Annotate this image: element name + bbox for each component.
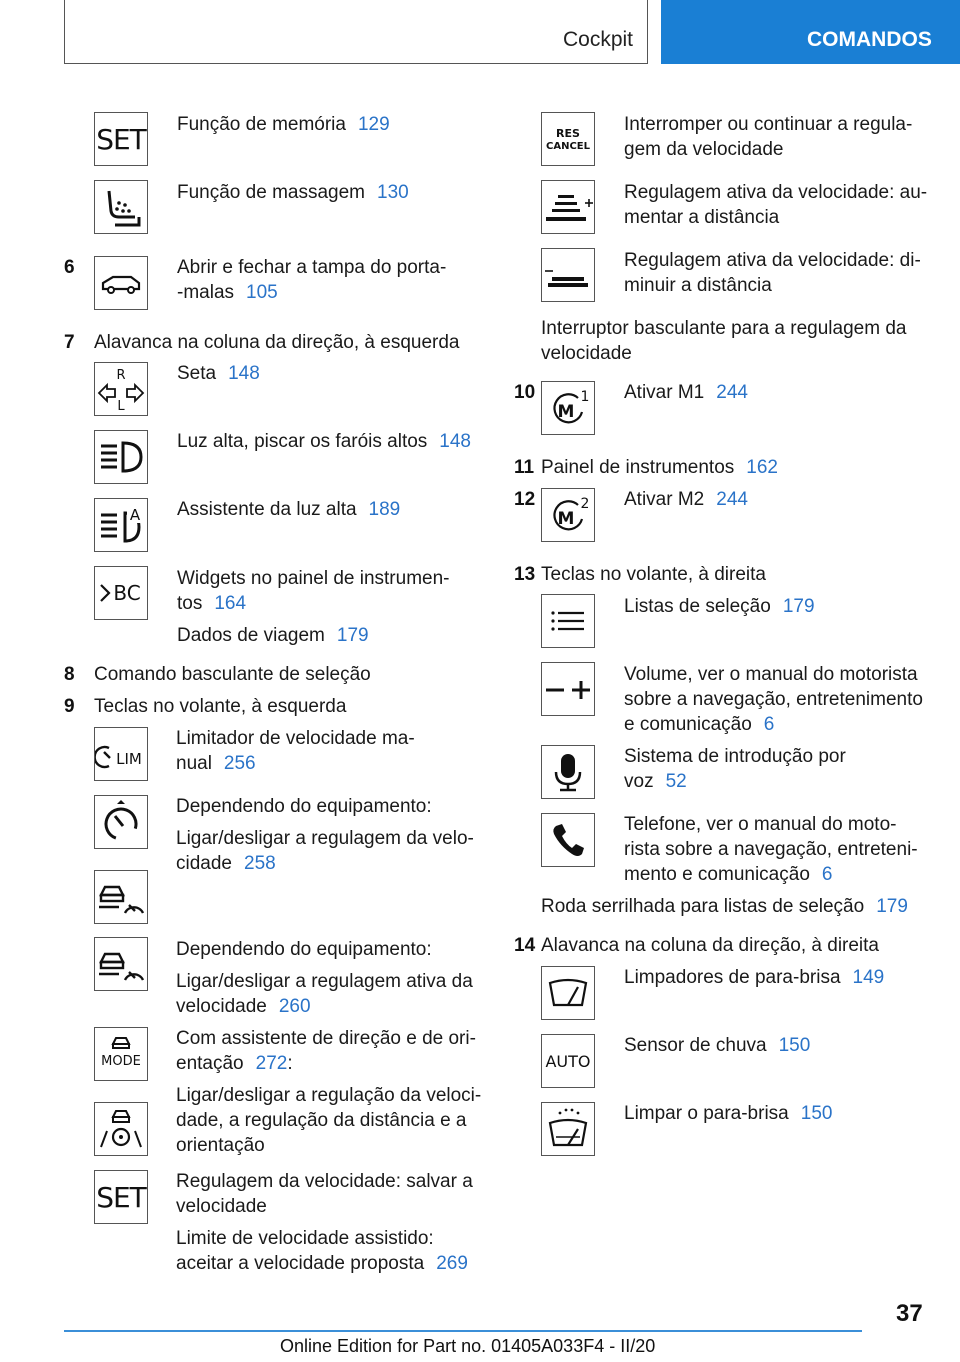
active-cruise-alt-icon: [94, 870, 148, 924]
volume-label: e comunicação: [624, 714, 752, 735]
microphone-icon: [541, 745, 595, 799]
item-number-9: 9: [64, 696, 75, 717]
trip-item: [177, 623, 369, 648]
memory-page-link[interactable]: 129: [357, 114, 390, 135]
wash-label: Limpar o para-brisa: [624, 1103, 789, 1124]
set-icon: [94, 112, 148, 166]
cluster-item: [541, 455, 778, 480]
volume-line1: Volume, ver o manual do motorista: [624, 664, 918, 685]
set-speed-icon: [94, 1170, 148, 1224]
phone-icon: [541, 813, 595, 867]
turn-label: Seta: [177, 363, 217, 384]
trunk-car-icon: [94, 256, 148, 310]
volume-line3: [624, 712, 774, 737]
thumbwheel-page-link[interactable]: 179: [876, 896, 908, 917]
wipers-item: [624, 965, 884, 990]
voice-label: voz: [624, 771, 654, 792]
m1-page-link[interactable]: 244: [716, 382, 748, 403]
washer-icon: [541, 1102, 595, 1156]
memory-label: Função de memória: [177, 114, 346, 135]
dist-down-line2: minuir a distância: [624, 275, 772, 296]
dist-up-line2: mentar a distância: [624, 207, 780, 228]
m2-number-glyph: 2: [580, 496, 590, 512]
item-number-10: 10: [514, 382, 536, 403]
item-number-13: 13: [514, 564, 536, 585]
bc-glyph: BC: [113, 581, 141, 605]
active-cruise-icon: [94, 937, 148, 991]
footer-divider: [64, 1330, 862, 1332]
rain-item: [624, 1033, 810, 1058]
phone-label: mento e comunicação: [624, 864, 810, 885]
auto-glyph: AUTO: [545, 1051, 591, 1071]
header-section-title: Cockpit: [562, 28, 633, 51]
set-speed-icon-text: SET: [96, 1180, 146, 1214]
item-number-7: 7: [64, 332, 75, 353]
speed-limiter-icon: [94, 727, 148, 781]
speed-limit-label: aceitar a velocidade proposta: [176, 1253, 425, 1274]
massage-label: Função de massagem: [177, 182, 365, 203]
widgets-label: tos: [177, 593, 203, 614]
rocker-heading: Comando basculante de seleção: [94, 664, 371, 685]
bc-button-icon: [94, 566, 148, 620]
wipers-page-link[interactable]: 149: [852, 967, 885, 988]
cruise-page-link[interactable]: 258: [244, 853, 276, 874]
active-cruise-line2: [176, 994, 311, 1019]
trip-label: Dados de viagem: [177, 625, 325, 646]
phone-line1: Telefone, ver o manual do moto-: [624, 814, 897, 835]
rocker-cruise-line2: velocidade: [541, 343, 632, 364]
cancel-glyph: CANCEL: [546, 141, 590, 152]
highbeam-page-link[interactable]: 148: [439, 431, 471, 452]
high-beam-icon: [94, 430, 148, 484]
cluster-page-link[interactable]: 162: [746, 457, 778, 478]
wiper-icon: [541, 966, 595, 1020]
m1-m-glyph: M: [557, 402, 575, 422]
dist-down-line1: Regulagem ativa da velocidade: di-: [624, 250, 921, 271]
lists-item: [624, 594, 815, 619]
list-icon: [541, 594, 595, 648]
wash-page-link[interactable]: 150: [800, 1103, 833, 1124]
full-assist-line2: dade, a regulação da distância e a: [176, 1110, 467, 1131]
high-beam-assist-icon: [94, 498, 148, 552]
wipers-label: Limpadores de para-brisa: [624, 967, 841, 988]
footer-edition: Online Edition for Part no. 01405A033F4 - II/20: [280, 1336, 656, 1356]
dist-up-line1: Regulagem ativa da velocidade: au-: [624, 182, 928, 203]
thumbwheel-label: Roda serrilhada para listas de seleção: [541, 896, 865, 917]
item-number-11: 11: [514, 457, 535, 478]
m2-label: Ativar M2: [624, 489, 705, 510]
trunk-label: -malas: [177, 282, 235, 303]
limiter-line1: Limitador de velocidade ma-: [176, 728, 415, 749]
voice-line2: [624, 769, 687, 794]
turn-l-glyph: L: [117, 399, 125, 414]
set-speed-line2: velocidade: [176, 1196, 267, 1217]
equip1-text: Dependendo do equipamento:: [176, 796, 432, 817]
trunk-line1: Abrir e fechar a tampa do porta-: [177, 257, 447, 278]
set-speed-line1: Regulagem da velocidade: salvar a: [176, 1171, 473, 1192]
memory-item: [177, 112, 390, 137]
voice-page-link[interactable]: 52: [665, 771, 687, 792]
steer-assist-page-link[interactable]: 272: [255, 1053, 288, 1074]
turn-item: [177, 361, 260, 386]
cruise-line2: [176, 851, 276, 876]
thumbwheel-item: [541, 894, 908, 919]
speed-limit-page-link[interactable]: 269: [436, 1253, 468, 1274]
speed-limit-line1: Limite de velocidade assistido:: [176, 1228, 434, 1249]
cruise-label: cidade: [176, 853, 232, 874]
trunk-line2: [177, 280, 278, 305]
highbeam-assist-page-link[interactable]: 189: [368, 499, 401, 520]
steer-assist-label: entação: [176, 1053, 244, 1074]
m2-item: [624, 487, 748, 512]
cruise-control-icon: [94, 795, 148, 849]
res-line1: Interromper ou continuar a regula-: [624, 114, 913, 135]
phone-line2: rista sobre a navegação, entreteni-: [624, 839, 918, 860]
lever-right-heading: Alavanca na coluna da direção, à direita: [541, 935, 880, 956]
volume-line2: sobre a navegação, entretenimento: [624, 689, 923, 710]
limiter-label: nual: [176, 753, 212, 774]
massage-page-link[interactable]: 130: [377, 182, 409, 203]
massage-seat-icon: [94, 180, 148, 234]
steering-assist-icon: [94, 1102, 148, 1156]
rocker-cruise-line1: Interruptor basculante para a regulagem da: [541, 318, 907, 339]
header-chapter-box: [661, 0, 960, 64]
lists-label: Listas de seleção: [624, 596, 771, 617]
header-section-box: [64, 0, 648, 64]
steer-assist-suffix: :: [287, 1053, 293, 1074]
set-icon-text: SET: [96, 122, 146, 156]
wash-item: [624, 1101, 832, 1126]
phone-page-link[interactable]: 6: [821, 864, 833, 885]
rain-page-link[interactable]: 150: [778, 1035, 811, 1056]
voice-line1: Sistema de introdução por: [624, 746, 846, 767]
wheel-right-heading: Teclas no volante, à direita: [541, 564, 766, 585]
distance-decrease-icon: [541, 248, 595, 302]
m2-button-icon: [541, 488, 595, 542]
m1-button-icon: [541, 381, 595, 435]
header-chapter-title: COMANDOS: [807, 28, 932, 51]
highbeam-assist-label: Assistente da luz alta: [177, 499, 357, 520]
cruise-line1: Ligar/desligar a regulagem da velo-: [176, 828, 474, 849]
widgets-page-link[interactable]: 164: [214, 593, 247, 614]
m1-number-glyph: 1: [580, 389, 590, 405]
highbeam-item: [177, 429, 471, 454]
trunk-page-link[interactable]: 105: [246, 282, 278, 303]
limiter-line2: [176, 751, 256, 776]
cluster-label: Painel de instrumentos: [541, 457, 735, 478]
m1-label: Ativar M1: [624, 382, 705, 403]
rain-sensor-auto-icon: [541, 1034, 595, 1088]
item-number-6: 6: [64, 257, 75, 278]
massage-item: [177, 180, 409, 205]
assist-a-glyph: A: [129, 506, 141, 524]
highbeam-assist-item: [177, 497, 400, 522]
highbeam-label: Luz alta, piscar os faróis altos: [177, 431, 428, 452]
widgets-line1: Widgets no painel de instrumen-: [177, 568, 450, 589]
item-number-8: 8: [64, 664, 75, 685]
m2-m-glyph: M: [557, 509, 575, 529]
volume-minus-plus-icon: [541, 662, 595, 716]
distance-increase-icon: [541, 180, 595, 234]
lim-glyph: LIM: [116, 750, 142, 768]
page-number: 37: [896, 1300, 923, 1327]
rain-label: Sensor de chuva: [624, 1035, 767, 1056]
item-number-14: 14: [514, 935, 536, 956]
res-line2: gem da velocidade: [624, 139, 784, 160]
full-assist-line3: orientação: [176, 1135, 265, 1156]
m2-page-link[interactable]: 244: [716, 489, 748, 510]
wheel-left-heading: Teclas no volante, à esquerda: [94, 696, 347, 717]
turn-signal-icon: [94, 362, 148, 416]
limiter-page-link[interactable]: 256: [223, 753, 256, 774]
res-glyph: RES: [556, 127, 580, 140]
res-cancel-icon: [541, 112, 595, 166]
widgets-line2: [177, 591, 246, 616]
turn-r-glyph: R: [116, 368, 126, 383]
lists-page-link[interactable]: 179: [782, 596, 815, 617]
lever-left-heading: Alavanca na coluna da direção, à esquerda: [94, 332, 460, 353]
trip-page-link[interactable]: 179: [336, 625, 369, 646]
phone-line3: [624, 862, 832, 887]
mode-button-icon: [94, 1027, 148, 1081]
volume-page-link[interactable]: 6: [763, 714, 775, 735]
active-cruise-label: velocidade: [176, 996, 267, 1017]
item-number-12: 12: [514, 489, 536, 510]
turn-page-link[interactable]: 148: [228, 363, 260, 384]
steer-assist-line1: Com assistente de direção e de ori-: [176, 1028, 476, 1049]
speed-limit-line2: [176, 1251, 468, 1276]
m1-item: [624, 380, 748, 405]
active-cruise-page-link[interactable]: 260: [278, 996, 311, 1017]
equip2-text: Dependendo do equipamento:: [176, 939, 432, 960]
full-assist-line1: Ligar/desligar a regulação da veloci-: [176, 1085, 482, 1106]
active-cruise-line1: Ligar/desligar a regulagem ativa da: [176, 971, 473, 992]
mode-glyph: MODE: [101, 1054, 141, 1069]
steer-assist-line2: [176, 1051, 293, 1076]
